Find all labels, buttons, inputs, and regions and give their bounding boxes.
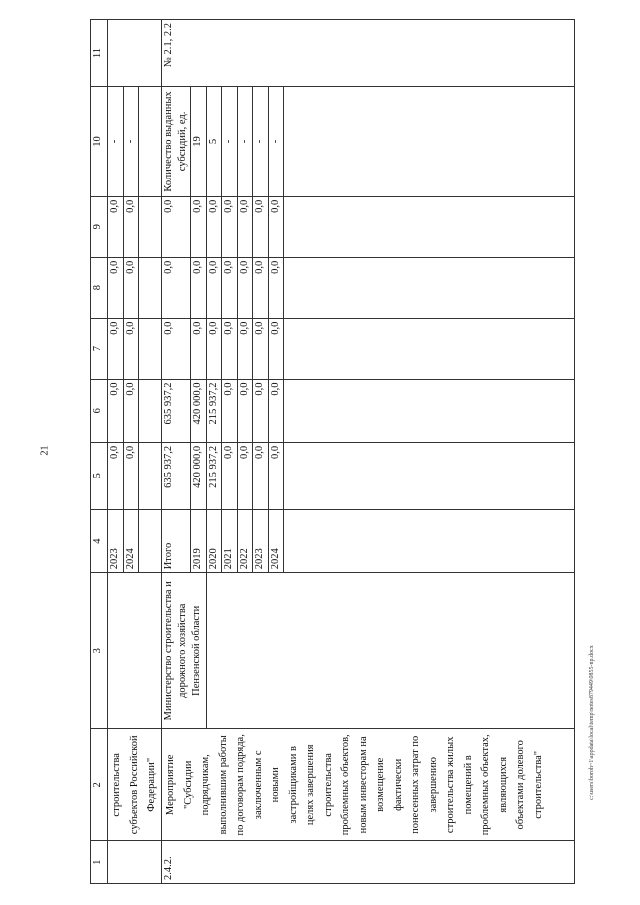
executor: Министерство строительства и дорожного хозяйства Пензенской области: [162, 573, 207, 729]
measure-name: Мероприятие "Субсидии подрядчикам, выполнившим работы по договорам подряда, заключенным с новыми застройщиками в целях завершения строительства проблемных объектов, новым инвесторам на возмещение фактически понесенных затрат по завершению строительства жилых помещений в проблемных объектах, являющихся объектами долевого строительства": [162, 729, 575, 841]
col-header-2: 2: [91, 729, 108, 841]
year-cell: 2021: [222, 509, 238, 572]
table-row: 2024 0,0 0,0 0,0 0,0 0,0 -: [123, 20, 139, 884]
col-header-6: 6: [91, 379, 108, 442]
col-header-4: 4: [91, 509, 108, 572]
year-cell: 2023: [253, 509, 269, 572]
col-header-11: 11: [91, 20, 108, 87]
year-cell: 2024: [123, 509, 139, 572]
year-cell: 2024: [268, 509, 284, 572]
table-row: 2020 215 937,2 215 937,2 0,0 0,0 0,0 5: [206, 20, 222, 884]
col-header-8: 8: [91, 257, 108, 318]
total-label: Итого: [162, 509, 191, 572]
year-cell: 2023: [108, 509, 124, 572]
table-row: 2021 0,0 0,0 0,0 0,0 0,0 -: [222, 20, 238, 884]
col-header-1: 1: [91, 841, 108, 884]
rotated-sheet: [90, 19, 586, 884]
year-cell: 2019: [191, 509, 207, 572]
measure-name-continued: строительства субъектов Российской Федерации": [108, 729, 162, 841]
table-row: 2019 420 000,0 420 000,0 0,0 0,0 0,0 19: [191, 20, 207, 884]
table-row: 2022 0,0 0,0 0,0 0,0 0,0 -: [237, 20, 253, 884]
program-table: [90, 19, 575, 884]
table-row: строительства субъектов Российской Федерации" 2023 0,0 0,0 0,0 0,0 0,0 -: [108, 20, 124, 884]
table-row: 2024 0,0 0,0 0,0 0,0 0,0 -: [268, 20, 284, 884]
col-header-7: 7: [91, 318, 108, 379]
indicator: Количество выданных субсидий, ед.: [162, 87, 191, 197]
col-header-9: 9: [91, 196, 108, 257]
col-header-5: 5: [91, 442, 108, 509]
col-header-10: 10: [91, 87, 108, 197]
footer-path: c:\users\boroh~1\appdata\local\temp\notes879449\0855-np.docx: [589, 645, 595, 800]
measure-number: 2.4.2.: [162, 841, 575, 884]
year-cell: 2022: [237, 509, 253, 572]
year-cell: 2020: [206, 509, 222, 572]
col-header-3: 3: [91, 573, 108, 729]
page-number: 21: [39, 445, 51, 456]
indicator-ref: № 2.1, 2.2: [162, 20, 575, 87]
header-row: [91, 20, 108, 884]
table-row: 2.4.2. Мероприятие "Субсидии подрядчикам, выполнившим работы по договорам подряда, заключенным с новыми застройщиками в целях завершения строительства проблемных объектов, новым инвесторам на возмещение фактически понесенных затрат по завершению строительства жилых помещений в проблемных объектах, являющихся объектами долевого строительства" Министерство строительства и дорожного хозяйства Пензенской области Итого 635 937,2 635 937,2 0,0 0,0 0,0 Количество выданных субсидий, ед. № 2.1, 2.2: [162, 20, 191, 884]
table-row: 2023 0,0 0,0 0,0 0,0 0,0 -: [253, 20, 269, 884]
